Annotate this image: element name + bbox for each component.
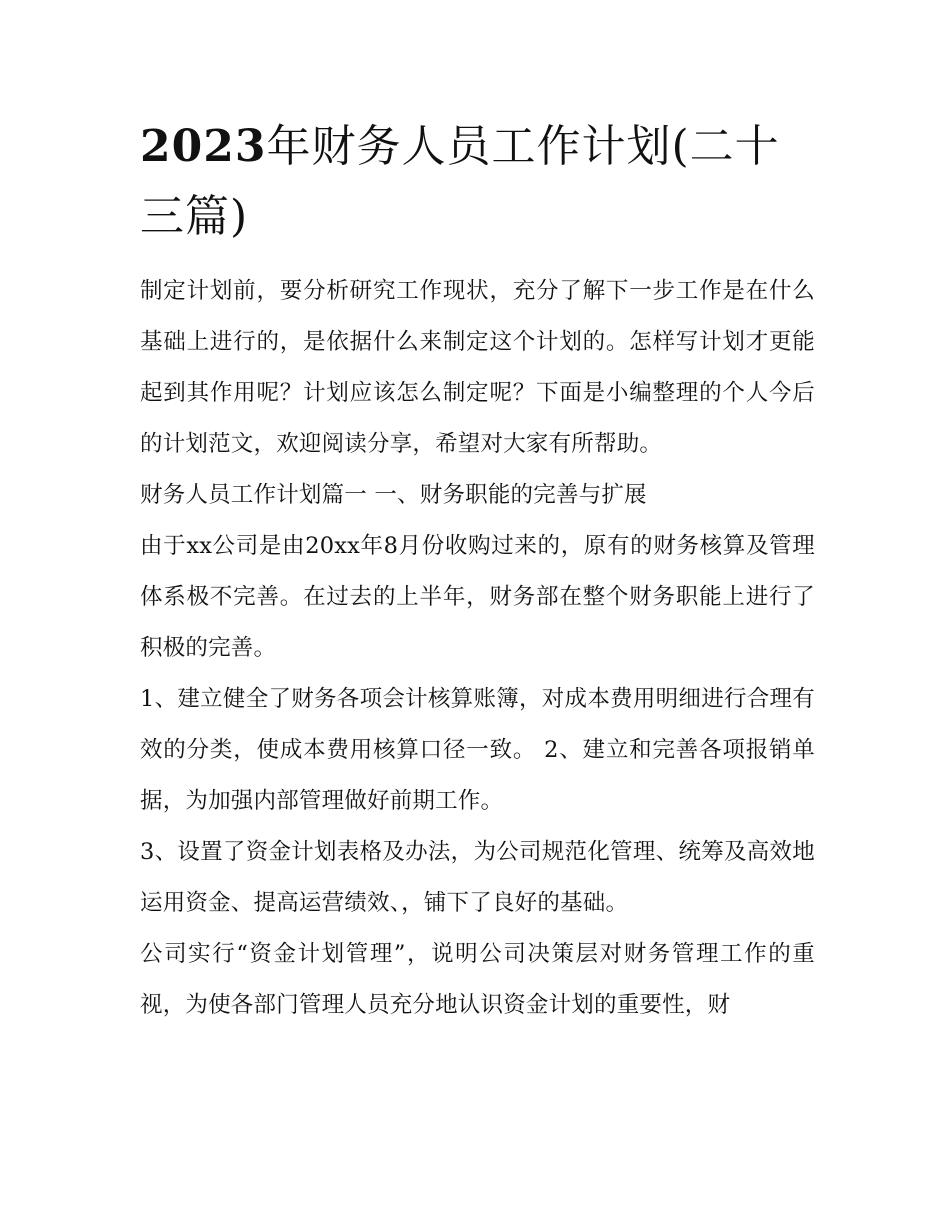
title-text: 年财务人员工作计划(二十三篇) [140,121,780,242]
document-title [140,112,815,252]
section-heading: 财务人员工作计划篇一 一、财务职能的完善与扩展 [140,482,647,508]
body-paragraph: 公司实行“资金计划管理”，说明公司决策层对财务管理工作的重视，为使各部门管理人员充分地认识资金计划的重要性，财 [140,941,815,1018]
body-paragraph: 由于xx公司是由20xx年8月份收购过来的，原有的财务核算及管理体系极不完善。在过去的上半年，财务部在整个财务职能上进行了积极的完善。 [140,533,815,661]
list-item: 3、设置了资金计划表格及办法，为公司规范化管理、统筹及高效地运用资金、提高运营绩效、，铺下了良好的基础。 [140,839,815,916]
list-item: 1、建立健全了财务各项会计核算账簿，对成本费用明细进行合理有效的分类，使成本费用核算口径一致。 2、建立和完善各项报销单据，为加强内部管理做好前期工作。 [140,686,815,814]
document-body [140,112,815,1031]
title-year: 2023 [140,121,267,172]
intro-paragraph: 制定计划前，要分析研究工作现状，充分了解下一步工作是在什么基础上进行的，是依据什么来制定这个计划的。怎样写计划才更能起到其作用呢？计划应该怎么制定呢？下面是小编整理的个人今后的计划范文，欢迎阅读分享，希望对大家有所帮助。 [140,278,815,457]
